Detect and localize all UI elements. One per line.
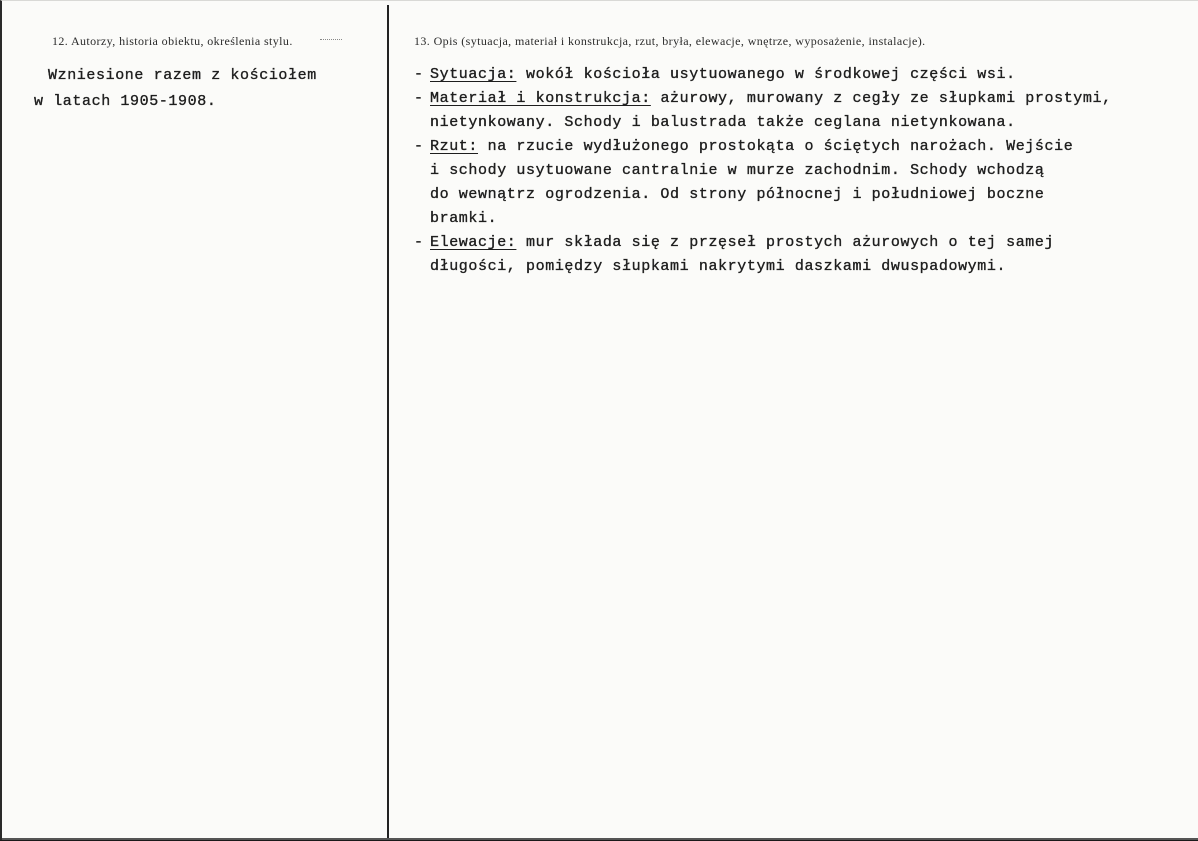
item-label: Materiał i konstrukcja:: [430, 90, 651, 107]
heading-dotted-line: [320, 39, 342, 40]
item-text: mur składa się z przęseł prostych ażurowych o tej samej: [516, 234, 1055, 251]
item-label: Sytuacja:: [430, 66, 517, 83]
item-label: Rzut:: [430, 138, 479, 155]
bullet-dash: -: [414, 66, 424, 83]
item-label: Elewacje:: [430, 234, 517, 251]
item-continuation: nietynkowany. Schody i balustrada także ceglana nietynkowana.: [430, 114, 1016, 131]
item-text: na rzucie wydłużonego prostokąta o ściętych narożach. Wejście: [478, 138, 1074, 155]
bullet-dash: -: [414, 234, 424, 251]
description-item-situation: [414, 63, 1112, 87]
item-continuation: i schody usytuowane cantralnie w murze zachodnim. Schody wchodzą: [430, 162, 1045, 179]
bullet-dash: -: [414, 138, 424, 155]
item-continuation: bramki.: [430, 210, 498, 227]
description-item-material: [414, 87, 1112, 111]
section-13-heading: 13. Opis (sytuacja, materiał i konstrukcja, rzut, bryła, elewacje, wnętrze, wyposażenie, instalacje).: [414, 34, 926, 48]
description-item-plan: [414, 135, 1112, 159]
section-13-text: [414, 63, 1112, 279]
bullet-dash: -: [414, 90, 424, 107]
item-text: wokół kościoła usytuowanego w środkowej części wsi.: [516, 66, 1016, 83]
section-12-line-1: Wzniesione razem z kościołem: [48, 67, 317, 84]
description-item-elevations: [414, 231, 1112, 255]
item-text: ażurowy, murowany z cegły ze słupkami prostymi,: [650, 90, 1112, 107]
section-12-line-2: w latach 1905-1908.: [34, 93, 217, 110]
item-continuation: do wewnątrz ogrodzenia. Od strony północnej i południowej boczne: [430, 186, 1045, 203]
section-12-heading: 12. Autorzy, historia obiektu, określenia stylu.: [52, 34, 293, 48]
column-divider: [387, 5, 389, 840]
sheet-bottom-edge: [2, 838, 1198, 840]
section-12-text: [34, 63, 317, 115]
item-continuation: długości, pomiędzy słupkami nakrytymi daszkami dwuspadowymi.: [430, 258, 1007, 275]
